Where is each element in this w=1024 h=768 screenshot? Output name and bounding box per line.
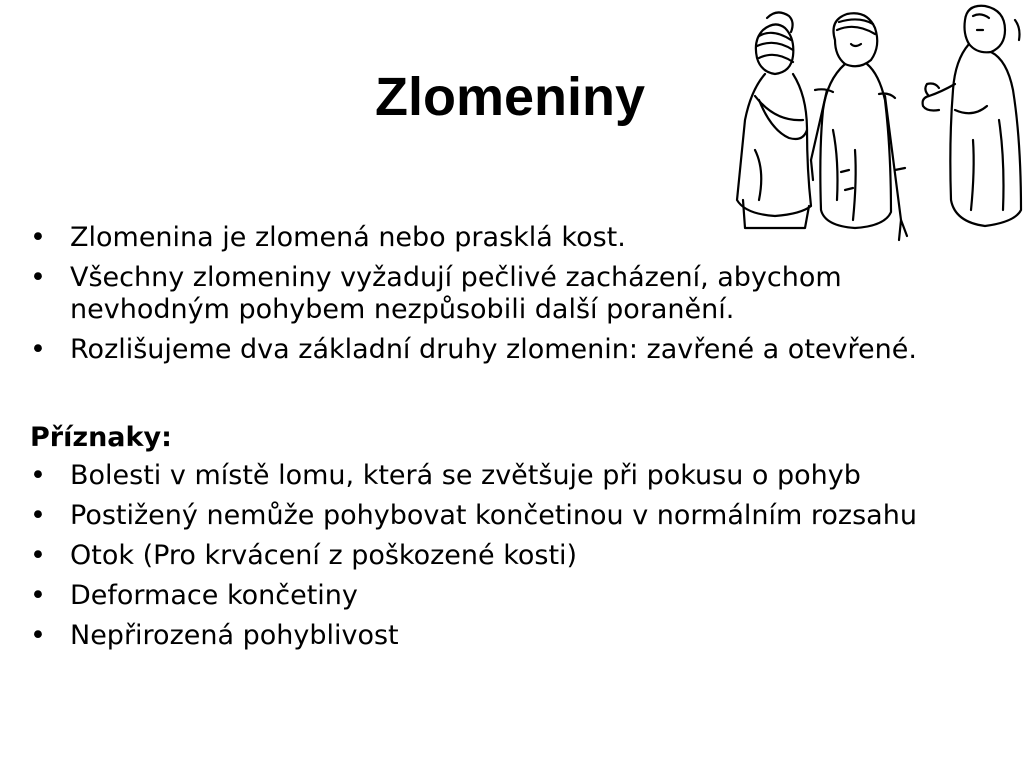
person-with-arm-raised bbox=[923, 6, 1021, 226]
bullet: • bbox=[30, 222, 46, 253]
list-item-text: Rozlišujeme dva základní druhy zlomenin: zavřené a otevřené. bbox=[70, 334, 917, 365]
list-item-text: Otok (Pro krvácení z poškozené kosti) bbox=[70, 540, 578, 571]
bullet: • bbox=[30, 500, 46, 531]
spacer bbox=[30, 374, 1005, 422]
list-item bbox=[30, 222, 1005, 254]
bullet: • bbox=[30, 262, 46, 293]
list-item bbox=[30, 620, 1005, 652]
list-item-text: Nepřirozená pohyblivost bbox=[70, 620, 399, 651]
bullet: • bbox=[30, 620, 46, 651]
injured-people-illustration-icon bbox=[715, 0, 1024, 250]
list-item bbox=[30, 500, 1005, 532]
list-item bbox=[30, 334, 1005, 366]
bullet: • bbox=[30, 580, 46, 611]
list-item-text: Všechny zlomeniny vyžadují pečlivé zacházení, abychom nevhodným pohybem nezpůsobili další poranění. bbox=[70, 262, 842, 325]
list-item-text: Postižený nemůže pohybovat končetinou v normálním rozsahu bbox=[70, 500, 917, 531]
person-on-crutches bbox=[811, 13, 907, 240]
slide-title: Zlomeniny bbox=[374, 67, 646, 127]
bullet: • bbox=[30, 540, 46, 571]
bullet: • bbox=[30, 334, 46, 365]
list-item bbox=[30, 262, 1005, 326]
bullet: • bbox=[30, 460, 46, 491]
slide-content bbox=[30, 222, 1005, 660]
list-item-text: Deformace končetiny bbox=[70, 580, 358, 611]
list-item bbox=[30, 580, 1005, 612]
list-item bbox=[30, 460, 1005, 492]
list-item-text: Zlomenina je zlomená nebo prasklá kost. bbox=[70, 222, 626, 253]
list-item bbox=[30, 540, 1005, 572]
list-item-text: Bolesti v místě lomu, která se zvětšuje při pokusu o pohyb bbox=[70, 460, 861, 491]
intro-list bbox=[30, 222, 1005, 366]
symptoms-list bbox=[30, 460, 1005, 652]
symptoms-heading: Příznaky: bbox=[30, 422, 172, 453]
person-bandaged-head bbox=[737, 12, 811, 228]
